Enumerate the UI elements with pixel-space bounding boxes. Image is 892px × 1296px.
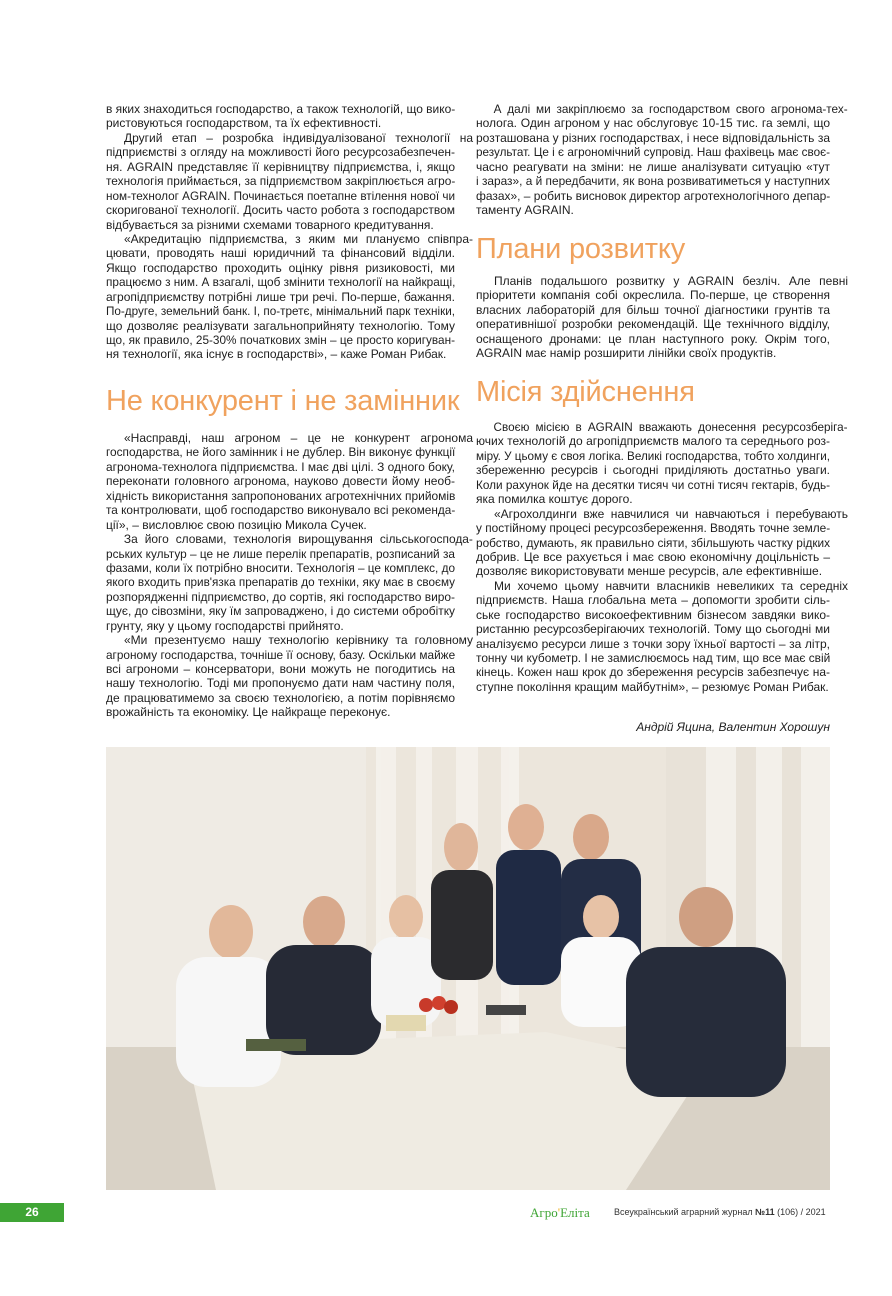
text-line: в яких знаходиться господарство, а також технологій, що вико- <box>106 102 456 116</box>
text-line: «Акредитацію підприємства, з яким ми плануємо співпра- <box>124 231 473 246</box>
text-line: пріоритети компанія собі окреслила. По-перше, це створення <box>476 288 830 303</box>
right-column-mid <box>476 274 848 361</box>
text-line: підприємств. Наша глобальна мета – допомогти зробити сіль- <box>476 593 830 608</box>
text-line: За його словами, технологія вирощування сільськогоспода- <box>123 532 473 547</box>
text-line: розташована у різних господарствах, і несе відповідальність за <box>476 130 830 145</box>
text-line: збереженню ресурсів і сьогодні приділяють достатньо уваги. <box>476 463 830 478</box>
paragraph <box>106 231 473 362</box>
text-line: дозволяє використовувати менше ресурсів, але ефективніше. <box>476 564 823 579</box>
text-line: «Агрохолдинги вже навчилися чи навчаються і перебувають <box>494 506 848 521</box>
text-line: Другий етап – розробка індивідуалізованої технології на <box>124 130 473 145</box>
section-heading-development-plans: Плани розвитку <box>476 233 685 265</box>
text-line: що, як правило, 25-30% початкових змін – це просто коригуван- <box>106 333 455 347</box>
paragraph <box>106 130 473 232</box>
team-photo-illustration <box>106 747 830 1190</box>
text-line: агропідприємству потрібні лише три речі. По-перше, бажання. <box>106 289 455 304</box>
text-line: добрив. Це все рахується і має свою економічну доцільність – <box>476 549 830 564</box>
text-line: врожайність та економіку. Це найкраще переконує. <box>106 705 391 720</box>
paragraph <box>476 274 848 361</box>
text-line: ня технології, яка існує в господарстві», – каже Роман Рибак. <box>106 347 447 362</box>
paragraph <box>106 532 473 633</box>
paragraph <box>476 102 848 218</box>
text-line: фазах», – робить висновок директор агротехнологічного депар- <box>476 188 831 203</box>
text-line: скоригованої технології. Досить часто робота з господарством <box>106 203 455 218</box>
text-line: власних лабораторій для більш точної діагностики грунтів та <box>476 302 830 317</box>
text-line: якого входить прив'язка препаратів до техніки, яку має в своєму <box>106 575 455 590</box>
text-line: результат. Це і є агрономічний супровід. Наш фахівець має своє- <box>476 145 830 160</box>
paragraph <box>106 633 473 720</box>
text-line: фазами, коли їх потрібно вносити. Технологія – це комплекс, до <box>106 560 455 575</box>
text-line: де працюватимемо за своєю технологією, а потім порівняємо <box>106 690 455 705</box>
text-line: Своєю місією в AGRAIN вважають донесення ресурсозберіга- <box>493 420 848 434</box>
page-number: 26 <box>0 1203 64 1222</box>
text-line: агронома-технолога підприємства. І має дві цілі. З одного боку, <box>106 459 455 474</box>
text-line: Якщо господарство проходить оцінку рівня ризиковості, ми <box>106 260 455 275</box>
logo-part-2: Еліта <box>560 1205 590 1220</box>
text-line: кінець. Кожен наш крок до збереження ресурсів забезпечує на- <box>476 665 830 680</box>
text-line: технологія приймається, за підприємством закріплюється агро- <box>106 174 456 189</box>
team-photo <box>106 747 830 1190</box>
text-line: Ми хочемо цьому навчити власників невеликих та середніх <box>494 578 848 593</box>
text-line: рських культур – це не лише перелік препаратів, розписаний за <box>106 546 455 561</box>
paragraph <box>476 578 848 695</box>
text-line: «Насправді, наш агроном – це не конкурент агронома <box>124 431 473 445</box>
text-line: часно реагувати на зміни: не лише аналізувати ситуацію «тут <box>476 159 830 174</box>
text-line: розпорядженні підприємство, до сортів, які господарство виро- <box>106 589 455 604</box>
text-line: Коли рахунок йде на десятки тисяч чи сотні тисяч гектарів, будь- <box>476 477 830 492</box>
agroelita-logo <box>530 1205 590 1221</box>
text-line: грунту, яку у цьому господарстві прийнято. <box>106 618 344 633</box>
text-line: робство, думають, як правильно сіяти, збільшують частку рідких <box>476 535 831 550</box>
text-line: Планів подальшого розвитку у AGRAIN безліч. Але певні <box>494 274 848 288</box>
issue-details: (106) / 2021 <box>774 1207 826 1217</box>
text-line: переконати головного агронома, науково довести йому необ- <box>106 474 455 489</box>
text-line: відбувається за різними схемами товарного кредитування. <box>106 217 434 232</box>
text-line: «Ми презентуємо нашу технологію керівнику та головному <box>124 633 473 648</box>
text-line: у постійному процесі ресурсозбереження. Вводять точне земле- <box>476 521 831 536</box>
text-line: ня. AGRAIN представляє її керівництву підприємства, і, якщо <box>106 159 455 174</box>
text-line: А далі ми закріплюємо за господарством свого агронома-тех- <box>493 102 848 116</box>
logo-part-1: Агро <box>530 1205 558 1220</box>
text-line: ристовуються господарством, та їх ефективності. <box>106 116 382 131</box>
text-line: аналізуємо ресурси лише з точки зору їхньої вартості – за літр, <box>476 636 830 651</box>
text-line: таменту AGRAIN. <box>476 203 574 218</box>
text-line: хідність використання запропонованих агротехнічних прийомів <box>106 488 456 503</box>
text-line: підприємстві з огляду на можливості його ресурсозабезпечен- <box>106 145 455 160</box>
text-line: ючих технологій до агропідприємств малого та середнього роз- <box>476 434 830 449</box>
text-line: ції», – висловлює свою позицію Микола Сучек. <box>106 517 367 532</box>
journal-info <box>614 1207 826 1217</box>
journal-title: Всеукраїнський аграрний журнал <box>614 1207 756 1217</box>
left-column-bottom <box>106 431 473 720</box>
text-line: щує, до сівозміни, яку їм запроваджено, і до системи обробітку <box>106 604 455 619</box>
section-heading-not-competitor: Не конкурент і не замінник <box>106 385 460 417</box>
text-line: По-друге, земельний банк. І, по-третє, мінімальний парк техніки, <box>106 304 455 319</box>
text-line: нолога. Один агроном у нас обслуговує 10-15 тис. га землі, що <box>476 116 830 131</box>
text-line: оснащеного дронами: це план наступного року. Окрім того, <box>476 331 830 346</box>
paragraph <box>476 420 848 507</box>
text-line: всі агрономи – консерватори, вони можуть не погодитись на <box>106 662 455 676</box>
text-line: господарства, не його замінник і не дублер. Він виконує функції <box>106 445 456 460</box>
issue-number: №11 <box>755 1207 775 1217</box>
paragraph <box>106 102 455 131</box>
text-line: що дозволяє реалізувати загальноприйняту технологію. Тому <box>106 318 455 333</box>
text-line: оперативнішої розробки рекомендацій. Ще технічного відділу, <box>476 317 830 332</box>
text-line: нашу технологію. Тоді ми пропонуємо дати нам частину поля, <box>106 676 455 691</box>
text-line: ристанню ресурсозберігаючих технологій. Тому що сьогодні ми <box>476 622 830 637</box>
text-line: яка помилка коштує дорого. <box>476 492 633 507</box>
section-heading-mission: Місія здійснення <box>476 376 695 408</box>
right-column-top <box>476 102 848 218</box>
logo-leaf-icon: ' <box>557 1205 561 1220</box>
text-line: цювати, проводять наші юридичний та фінансовий відділи. <box>106 246 455 261</box>
text-line: міру. У цьому є своя логіка. Великі господарства, тобто холдинги, <box>476 448 830 463</box>
text-line: ське господарство високоефективним бізнесом завдяки вико- <box>476 607 830 622</box>
text-line: ступне покоління кращим майбутнім», – резюмує Роман Рибак. <box>476 679 829 694</box>
text-line: та контролювати, щоб господарство виконувало всі рекоменда- <box>106 503 456 518</box>
text-line: і зараз», а й передбачити, як вона розвиватиметься у наступних <box>476 174 830 189</box>
article-authors: Андрій Яцина, Валентин Хорошун <box>636 720 830 734</box>
paragraph <box>106 431 473 532</box>
paragraph <box>476 506 848 579</box>
text-line: AGRAIN має намір розширити лінійки своїх продуктів. <box>476 346 777 361</box>
left-column-top <box>106 102 473 362</box>
text-line: агроному господарства, точніше її основу, базу. Оскільки майже <box>106 647 456 662</box>
text-line: тонну чи кубометр. І не замислюємось над тим, що все має свій <box>476 651 831 665</box>
text-line: ном-технолог AGRAIN. Починається поетапне втілення нової чи <box>106 188 456 203</box>
text-line: працюємо з ним. А взагалі, щоб змінити технології на найкращі, <box>106 275 456 290</box>
right-column-bottom <box>476 420 848 694</box>
